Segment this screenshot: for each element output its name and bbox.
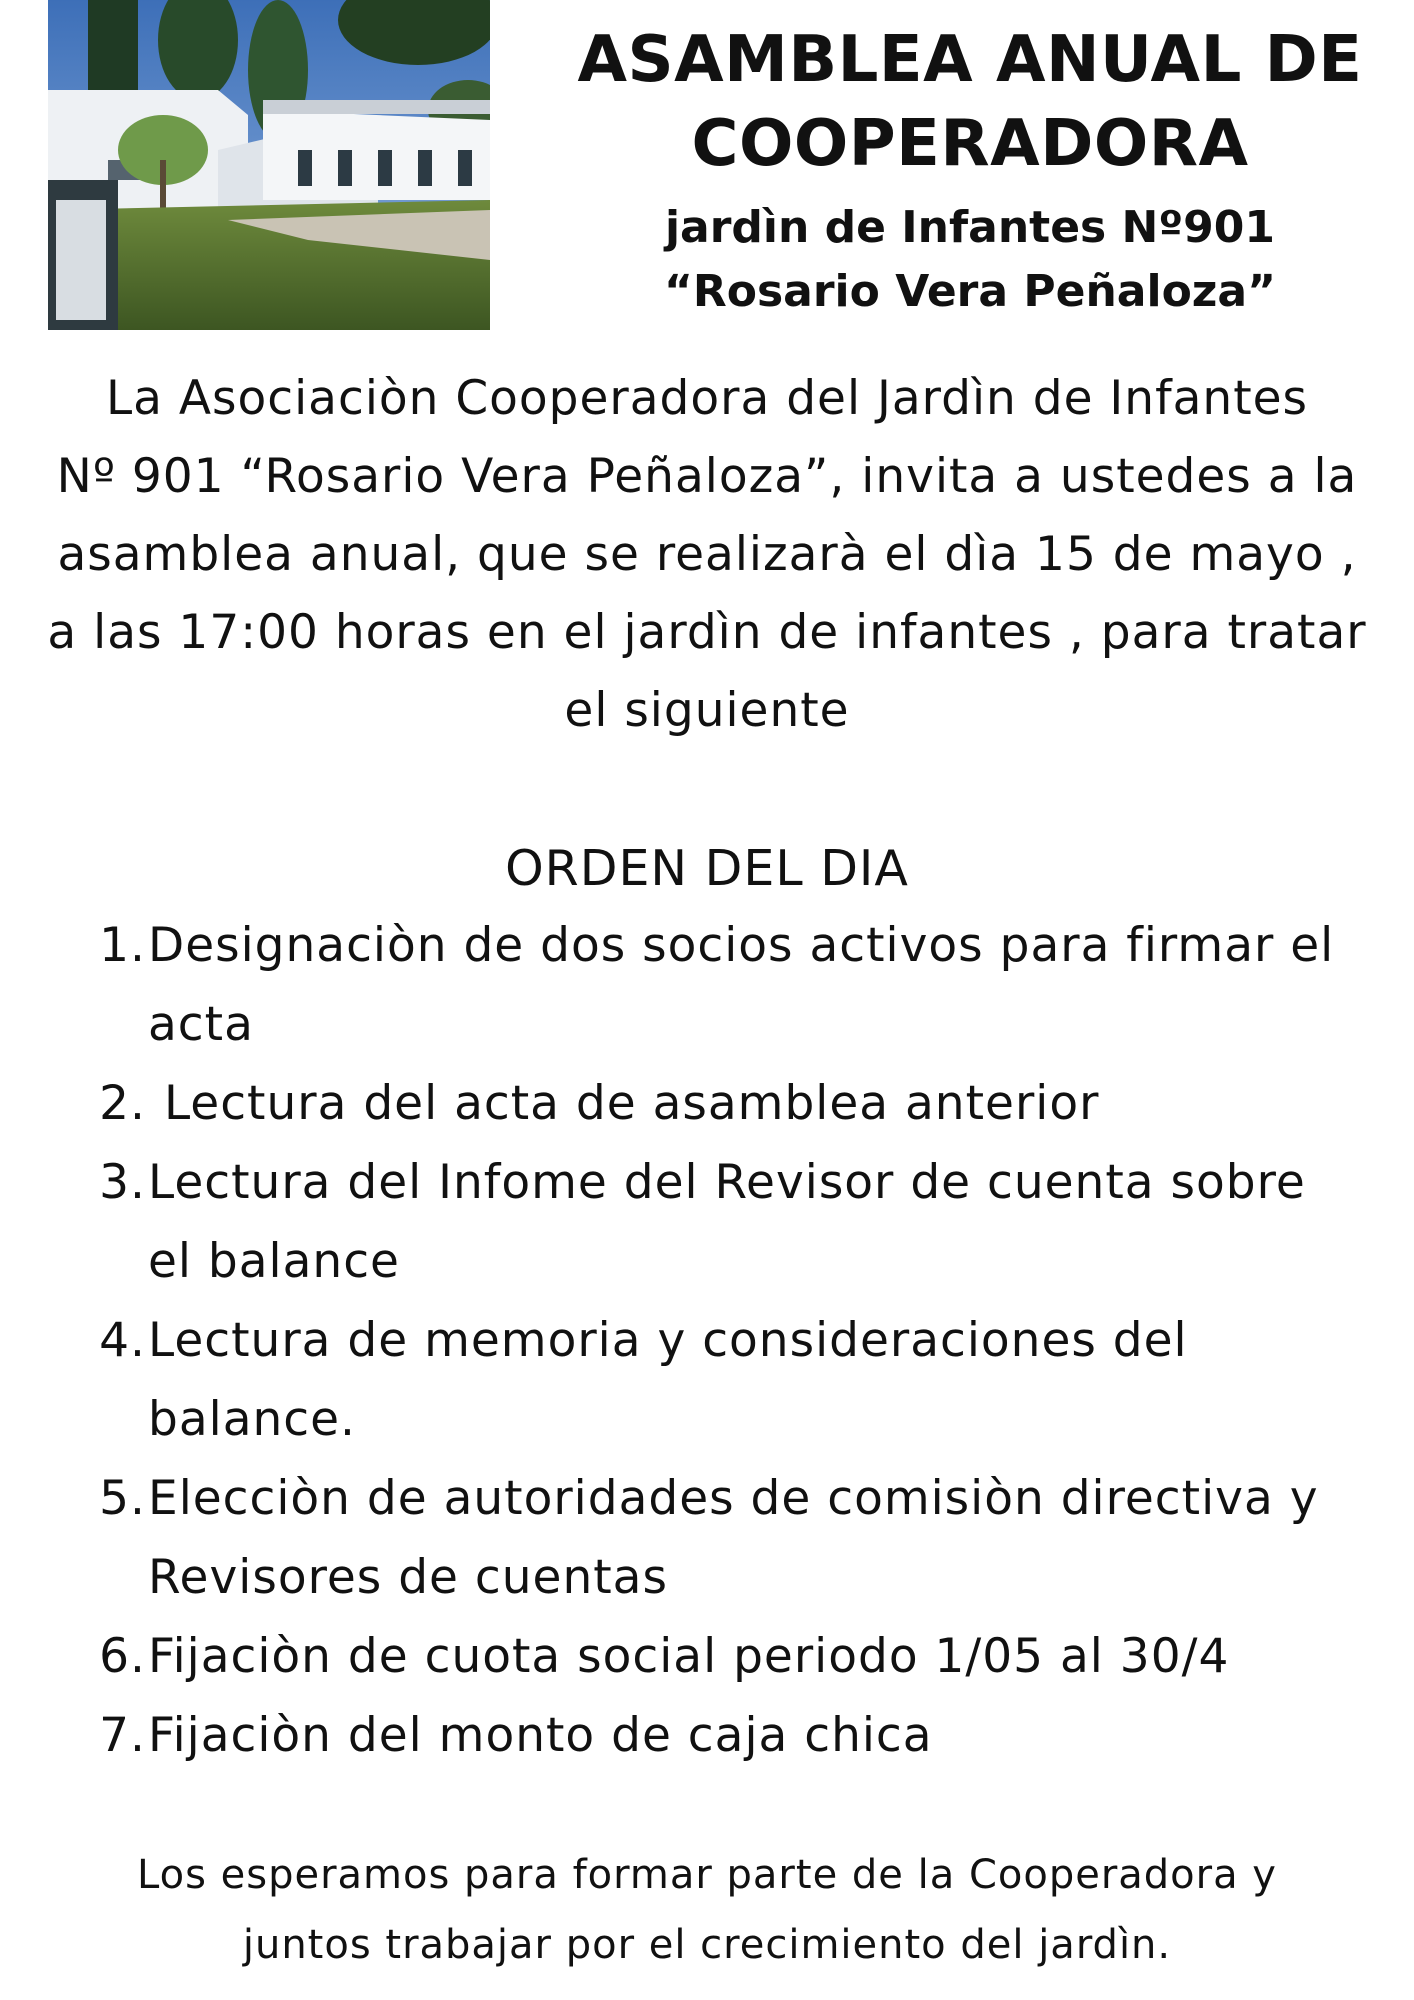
school-photo — [48, 0, 490, 330]
agenda-item-text: Lectura del acta de asamblea anterior — [148, 1076, 1100, 1131]
invitation-line: Nº 901 “Rosario Vera Peñaloza”, invita a ustedes a la — [56, 449, 1358, 504]
invitation-line: el siguiente — [564, 683, 850, 738]
agenda-item-text: Elecciòn de autoridades de comisiòn directiva y — [148, 1471, 1319, 1526]
agenda-item-text-continued: el balance — [148, 1234, 400, 1289]
invitation-line: a las 17:00 horas en el jardìn de infantes , para tratar — [47, 605, 1367, 660]
agenda-item-number: 3. — [99, 1155, 146, 1210]
agenda-item-number: 5. — [99, 1471, 146, 1526]
school-patron-line: “Rosario Vera Peñaloza” — [663, 266, 1277, 317]
agenda-item-text-continued: Revisores de cuentas — [148, 1550, 668, 1605]
agenda-item-text: Lectura de memoria y consideraciones del — [148, 1313, 1188, 1368]
closing-message — [0, 1840, 1414, 1980]
agenda-item — [80, 1459, 1400, 1617]
agenda-item — [80, 1617, 1400, 1696]
closing-line: Los esperamos para formar parte de la Cooperadora y — [137, 1852, 1277, 1898]
page-title-line-2: COOPERADORA — [691, 107, 1249, 181]
invitation-line: La Asociaciòn Cooperadora del Jardìn de Infantes — [105, 371, 1309, 426]
closing-line: juntos trabajar por el crecimiento del jardìn. — [242, 1922, 1172, 1968]
invitation-paragraph — [20, 360, 1394, 750]
agenda-list — [80, 906, 1400, 1775]
agenda-item-number: 1. — [99, 918, 146, 973]
agenda-item-number: 2. — [99, 1076, 146, 1131]
agenda-heading: ORDEN DEL DIA — [505, 840, 909, 897]
agenda-item-number: 4. — [99, 1313, 146, 1368]
invitation-line: asamblea anual, que se realizarà el dìa 15 de mayo , — [57, 527, 1357, 582]
agenda-item — [80, 1064, 1400, 1143]
school-name-line: jardìn de Infantes Nº901 — [664, 202, 1276, 253]
agenda-item-text: Lectura del Infome del Revisor de cuenta sobre — [148, 1155, 1306, 1210]
agenda-item — [80, 1696, 1400, 1775]
header — [540, 18, 1400, 324]
school-building-image — [48, 0, 490, 330]
agenda-item-text: Fijaciòn del monto de caja chica — [148, 1708, 933, 1763]
agenda-item-number: 7. — [99, 1708, 146, 1763]
agenda-item-text-continued: balance. — [148, 1392, 356, 1447]
agenda-item-text: Fijaciòn de cuota social periodo 1/05 al 30/4 — [148, 1629, 1230, 1684]
agenda-item-text-continued: acta — [148, 997, 254, 1052]
page-title-line-1: ASAMBLEA ANUAL DE — [577, 23, 1363, 97]
agenda-item — [80, 1143, 1400, 1301]
agenda-item-number: 6. — [99, 1629, 146, 1684]
agenda-item — [80, 906, 1400, 1064]
agenda-item-text: Designaciòn de dos socios activos para firmar el — [148, 918, 1335, 973]
agenda-item — [80, 1301, 1400, 1459]
